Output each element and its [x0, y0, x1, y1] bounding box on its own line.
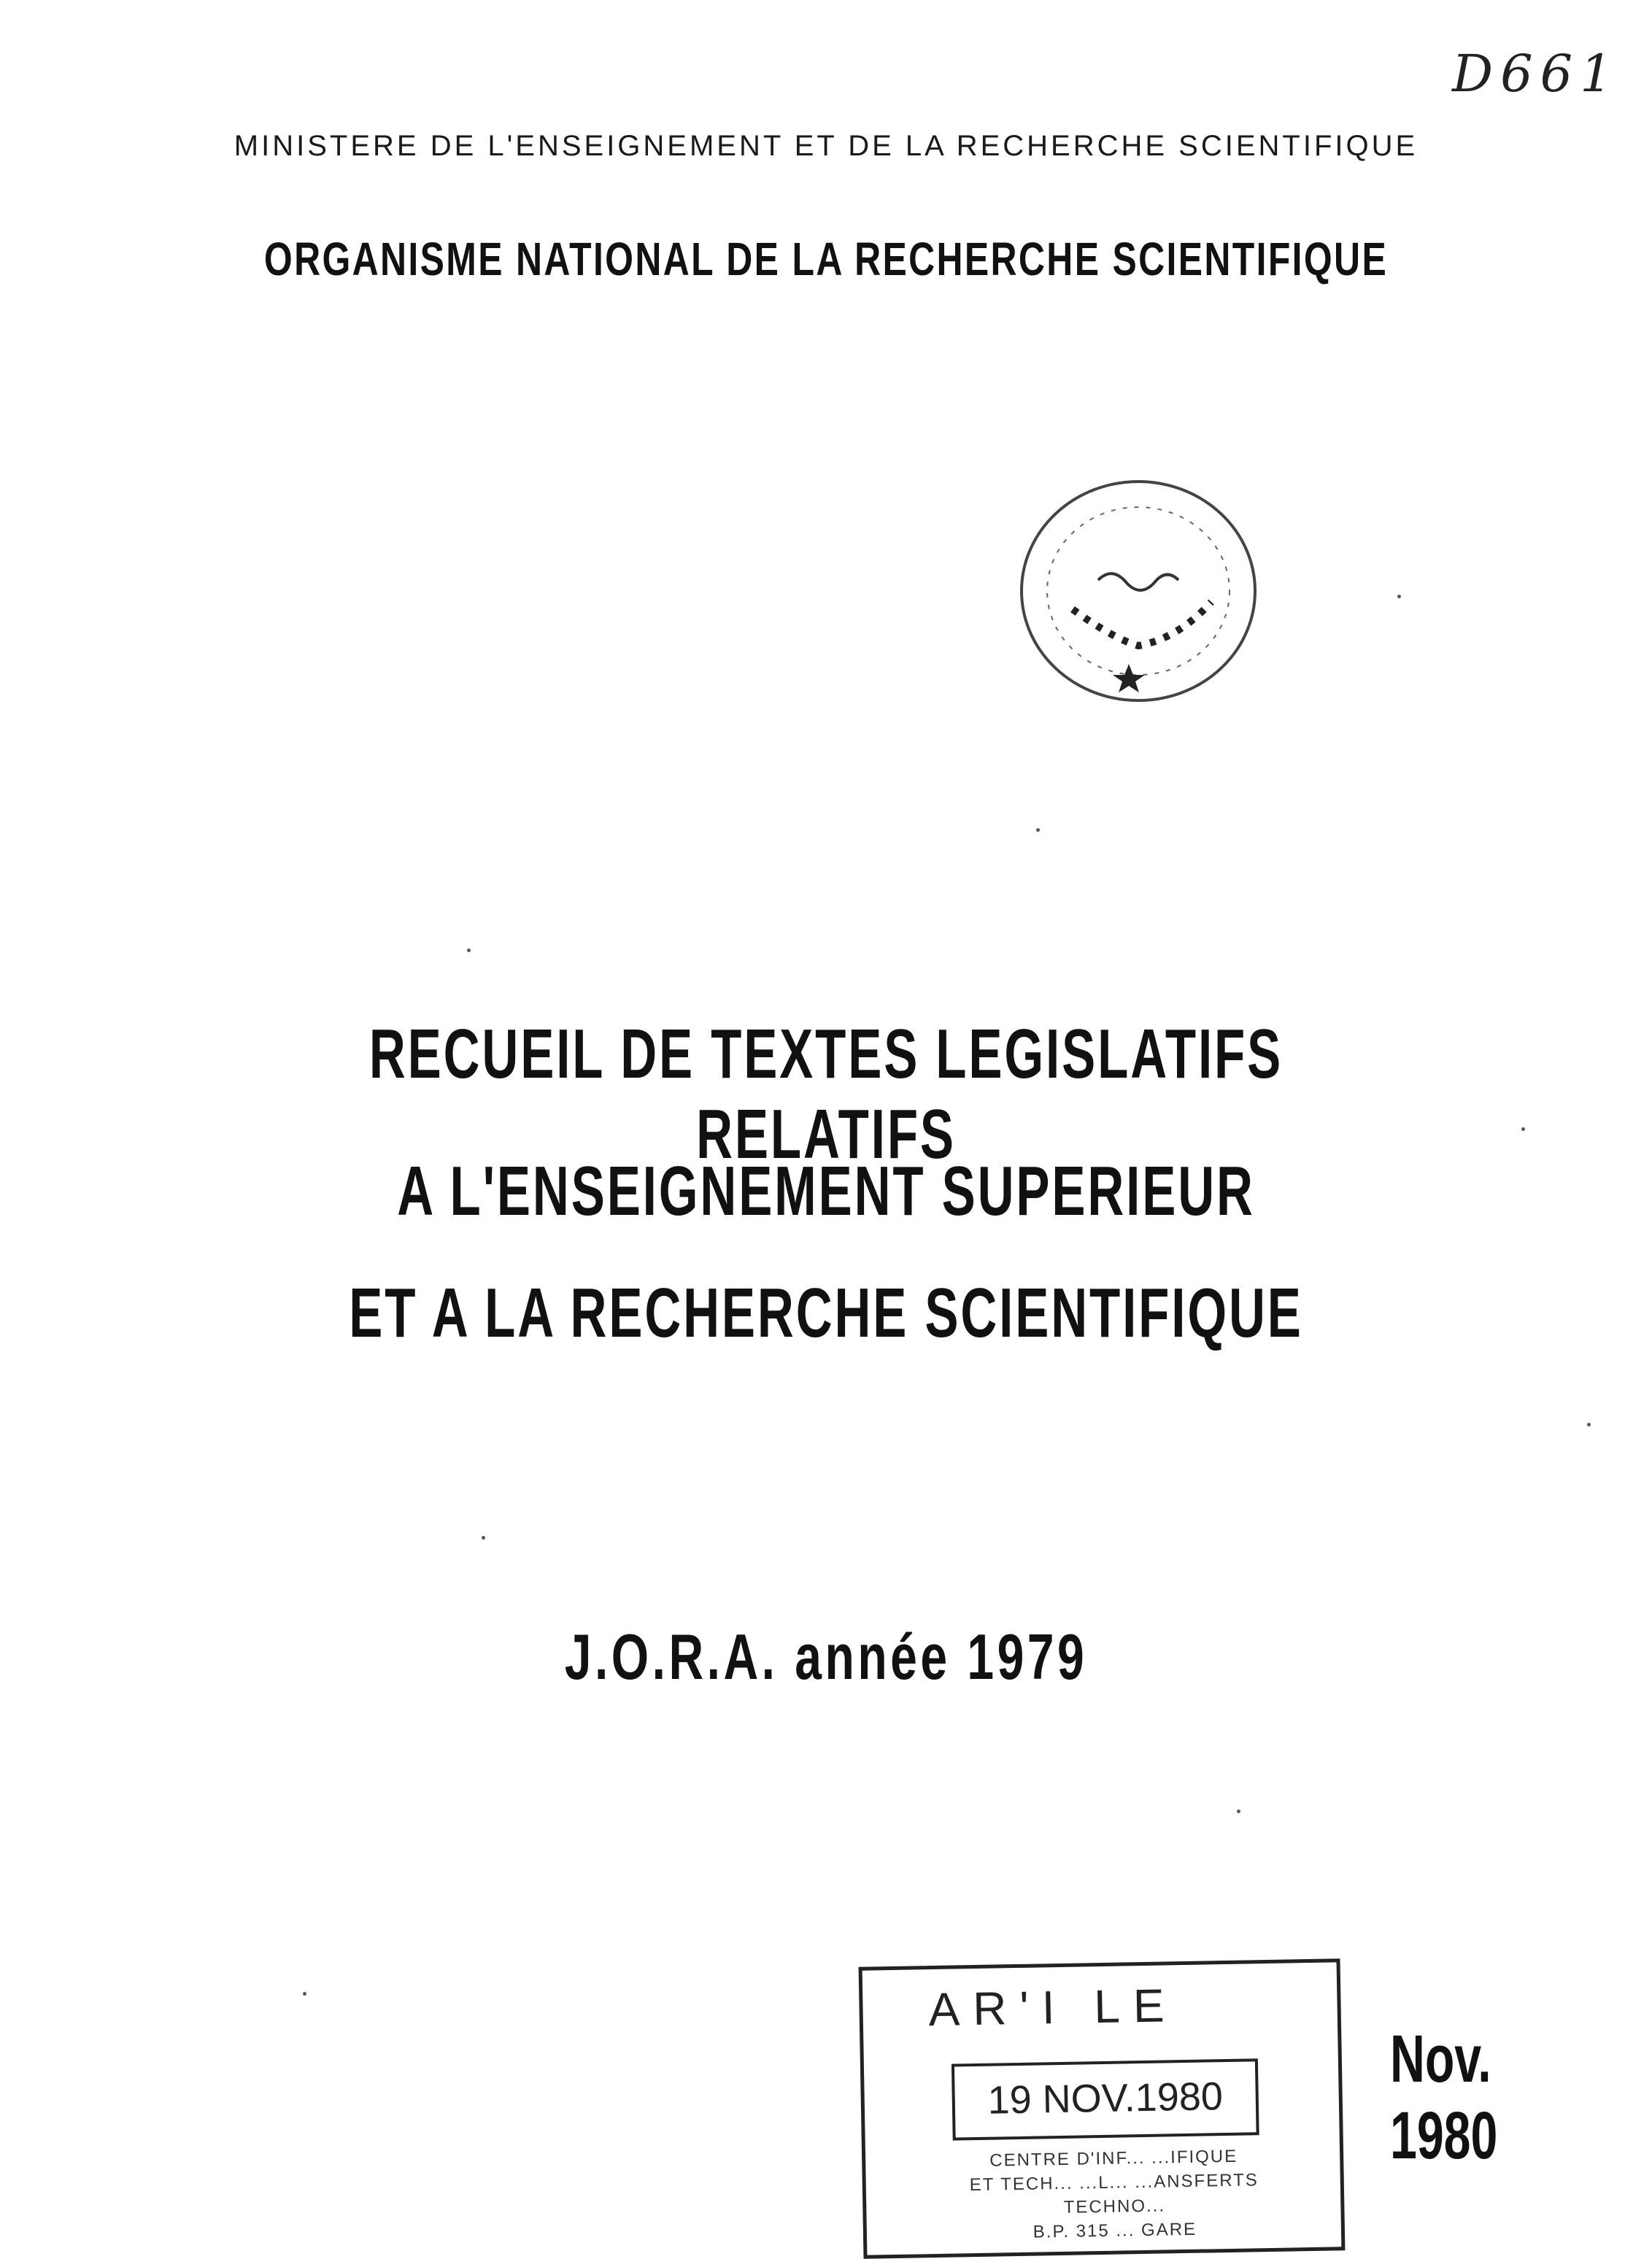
archive-stamp [859, 1958, 1346, 2258]
stamp-label: AR'I LE [927, 1979, 1178, 2036]
organisme-heading: ORGANISME NATIONAL DE LA RECHERCHE SCIENTIFIQUE [263, 233, 1389, 285]
scan-speck [467, 949, 471, 952]
stamp-address-line: B.P. 315 ... GARE [1032, 2219, 1197, 2242]
title-line-1: RECUEIL DE TEXTES LEGISLATIFS RELATIFS [368, 1015, 1284, 1173]
publication-date: Nov. 1980 [1390, 2022, 1498, 2173]
jora-year: J.O.R.A. année 1979 [564, 1621, 1088, 1693]
stamp-address-line: ET TECH... ...L... ...ANSFERTS [969, 2170, 1259, 2196]
stamp-address-line: CENTRE D'INF... ...IFIQUE [989, 2146, 1238, 2171]
official-seal [1003, 471, 1266, 711]
scan-speck [1587, 1423, 1591, 1426]
scan-speck [1036, 828, 1040, 832]
ministry-heading: MINISTERE DE L'ENSEIGNEMENT ET DE LA RECHERCHE SCIENTIFIQUE [233, 130, 1419, 162]
scan-speck [1521, 1127, 1525, 1131]
title-line-3: ET A LA RECHERCHE SCIENTIFIQUE [349, 1274, 1303, 1352]
scan-speck [482, 1536, 485, 1540]
stamp-date: 19 NOV.1980 [952, 2058, 1259, 2140]
title-line-2: A L'ENSEIGNEMENT SUPERIEUR [397, 1152, 1255, 1230]
stamp-address-line: TECHNO... [1063, 2196, 1166, 2217]
handwritten-reference-code: D661 [1452, 44, 1620, 104]
scan-speck [1237, 1810, 1240, 1813]
scan-speck [303, 1992, 306, 1996]
scan-speck [1397, 595, 1401, 598]
